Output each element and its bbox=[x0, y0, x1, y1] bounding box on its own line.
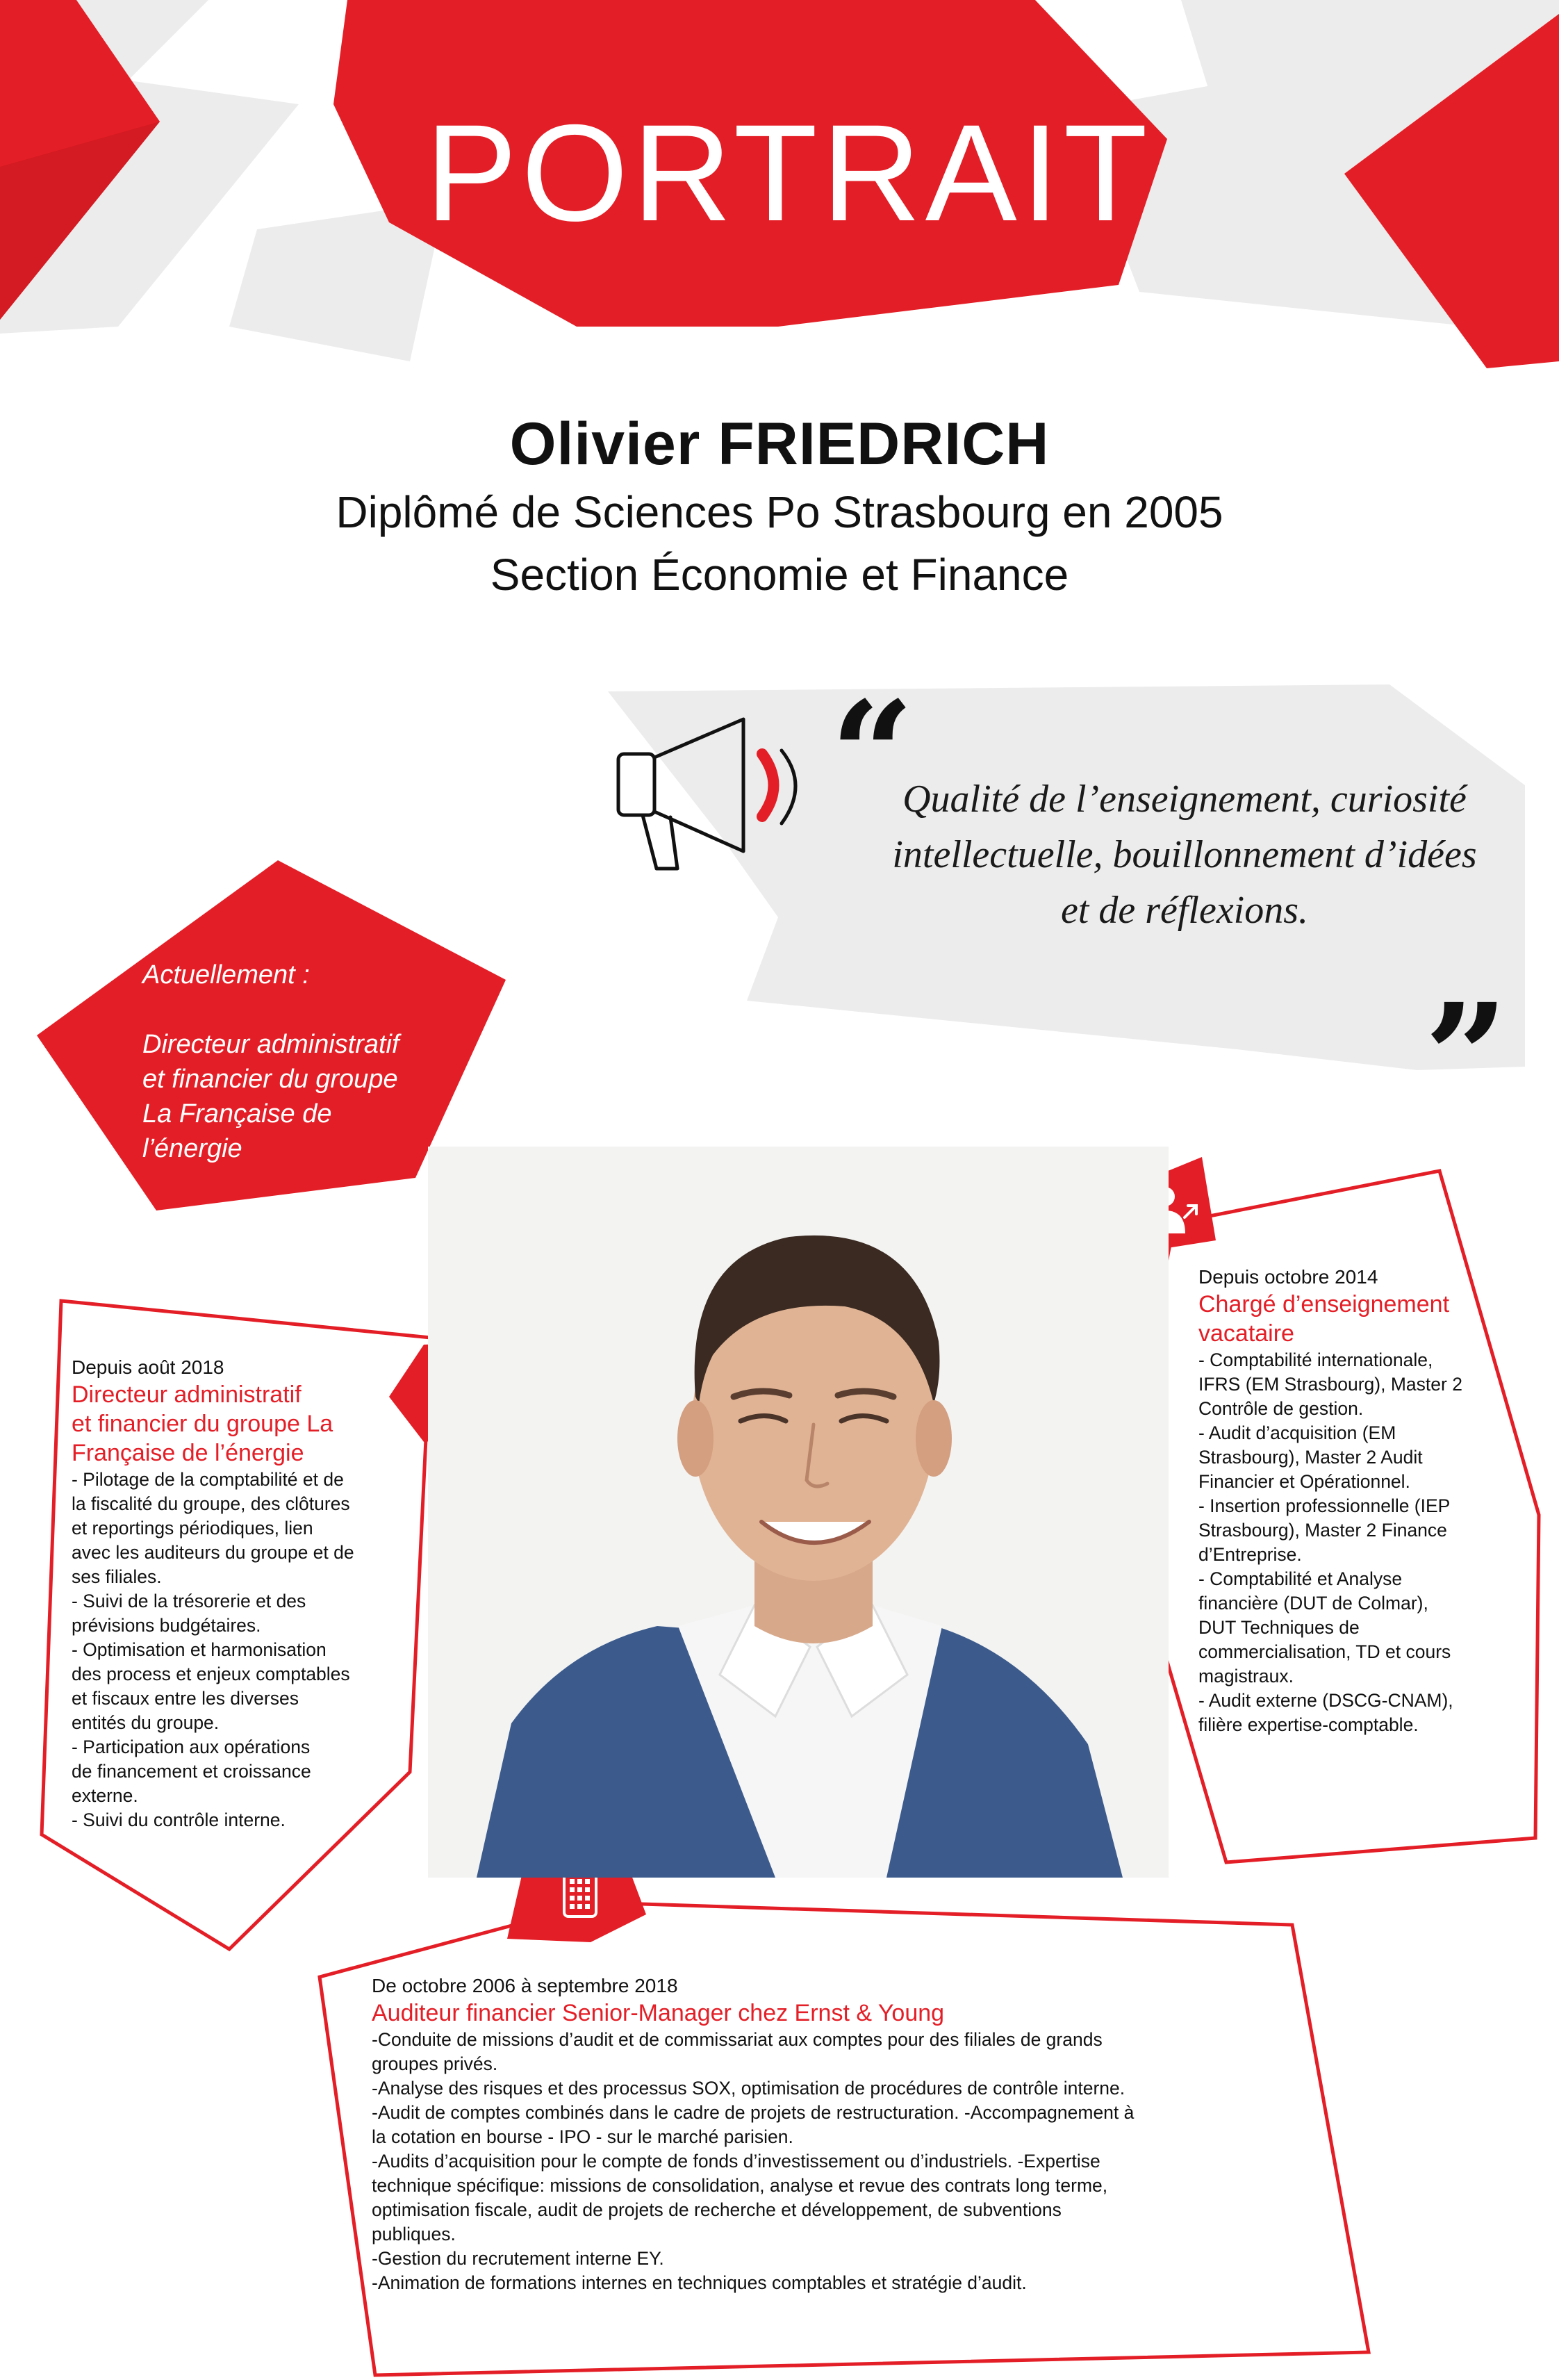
bottom-block-line: publiques. bbox=[372, 2224, 456, 2244]
left-block-line: - Pilotage de la comptabilité et de bbox=[72, 1469, 344, 1490]
right-block-line: DUT Techniques de bbox=[1198, 1617, 1360, 1638]
current-line-1: Directeur administratif bbox=[142, 1030, 399, 1059]
right-block-role-2: vacataire bbox=[1198, 1320, 1294, 1347]
left-block-line: - Suivi du contrôle interne. bbox=[72, 1809, 286, 1830]
quote-line-3: et de réflexions. bbox=[1060, 889, 1309, 932]
quote-line-2: intellectuelle, bouillonnement d’idées bbox=[892, 833, 1477, 876]
bottom-block-date: De octobre 2006 à septembre 2018 bbox=[372, 1975, 678, 1996]
right-block-line: - Comptabilité et Analyse bbox=[1198, 1568, 1403, 1589]
left-block-role-3: Française de l’énergie bbox=[72, 1440, 304, 1466]
right-block-line: IFRS (EM Strasbourg), Master 2 bbox=[1198, 1374, 1462, 1395]
right-experience-block bbox=[1198, 1265, 1525, 1737]
right-block-line: d’Entreprise. bbox=[1198, 1544, 1302, 1565]
current-position bbox=[142, 958, 469, 1166]
left-block-line: - Optimisation et harmonisation bbox=[72, 1639, 327, 1660]
subtitle-line-1: Diplômé de Sciences Po Strasbourg en 2005 bbox=[336, 487, 1223, 537]
bottom-block-line: -Gestion du recrutement interne EY. bbox=[372, 2248, 664, 2269]
portrait-illustration bbox=[428, 1147, 1169, 1878]
right-block-line: magistraux. bbox=[1198, 1666, 1294, 1686]
current-line-4: l’énergie bbox=[142, 1134, 242, 1163]
testimonial-quote bbox=[820, 771, 1549, 938]
portrait-photo bbox=[428, 1147, 1169, 1878]
left-block-line: et reportings périodiques, lien bbox=[72, 1518, 313, 1538]
right-block-line: Contrôle de gestion. bbox=[1198, 1398, 1364, 1419]
left-block-line: des process et enjeux comptables bbox=[72, 1664, 350, 1684]
right-block-line: commercialisation, TD et cours bbox=[1198, 1641, 1451, 1662]
current-line-2: et financier du groupe bbox=[142, 1065, 398, 1094]
bottom-block-line: groupes privés. bbox=[372, 2053, 498, 2074]
left-experience-block bbox=[72, 1355, 419, 1832]
left-block-role-2: et financier du groupe La bbox=[72, 1411, 333, 1437]
bottom-block-line: technique spécifique: missions de consolidation, analyse et revue des contrats long terme, bbox=[372, 2175, 1108, 2196]
bottom-block-line: optimisation fiscale, audit de projets de recherche et développement, de subventions bbox=[372, 2199, 1062, 2220]
left-block-line: et fiscaux entre les diverses bbox=[72, 1688, 299, 1709]
subtitle-line-2: Section Économie et Finance bbox=[490, 550, 1069, 600]
banner-title: PORTRAIT bbox=[425, 96, 1152, 249]
left-block-line: entités du groupe. bbox=[72, 1712, 220, 1733]
current-line-3: La Française de bbox=[142, 1099, 332, 1129]
right-block-line: - Audit externe (DSCG-CNAM), bbox=[1198, 1690, 1453, 1711]
bottom-block-line: -Audits d’acquisition pour le compte de fonds d’investissement ou d’industriels. -Expertise bbox=[372, 2151, 1100, 2172]
right-block-line: Strasbourg), Master 2 Audit bbox=[1198, 1447, 1423, 1468]
right-block-line: - Insertion professionnelle (IEP bbox=[1198, 1495, 1451, 1516]
left-block-line: la fiscalité du groupe, des clôtures bbox=[72, 1493, 350, 1514]
left-block-date: Depuis août 2018 bbox=[72, 1356, 224, 1378]
bottom-block-line: -Audit de comptes combinés dans le cadre de projets de restructuration. -Accompagnement à bbox=[372, 2102, 1135, 2123]
left-block-line: de financement et croissance bbox=[72, 1761, 311, 1782]
right-block-line: financière (DUT de Colmar), bbox=[1198, 1593, 1428, 1614]
bottom-experience-block bbox=[372, 1973, 1275, 2295]
left-block-line: ses filiales. bbox=[72, 1566, 162, 1587]
quote-line-1: Qualité de l’enseignement, curiosité bbox=[902, 778, 1467, 821]
left-block-line: externe. bbox=[72, 1785, 138, 1806]
person-name: Olivier FRIEDRICH bbox=[509, 411, 1050, 477]
left-block-line: avec les auditeurs du groupe et de bbox=[72, 1542, 354, 1563]
quote-close-mark: ” bbox=[1424, 971, 1508, 1143]
bottom-block-line: -Analyse des risques et des processus SOX, optimisation de procédures de contrôle interne. bbox=[372, 2078, 1125, 2099]
bottom-block-line: -Animation de formations internes en techniques comptables et stratégie d’audit. bbox=[372, 2272, 1027, 2293]
bottom-block-role: Auditeur financier Senior-Manager chez Ernst & Young bbox=[372, 2000, 945, 2026]
bottom-block-line: la cotation en bourse - IPO - sur le marché parisien. bbox=[372, 2126, 793, 2147]
left-block-line: - Suivi de la trésorerie et des bbox=[72, 1591, 306, 1611]
right-block-line: - Comptabilité internationale, bbox=[1198, 1349, 1433, 1370]
left-block-line: - Participation aux opérations bbox=[72, 1737, 311, 1757]
bottom-block-line: -Conduite de missions d’audit et de commissariat aux comptes pour des filiales de grands bbox=[372, 2029, 1103, 2050]
right-block-role-1: Chargé d’enseignement bbox=[1198, 1291, 1450, 1318]
right-block-line: - Audit d’acquisition (EM bbox=[1198, 1422, 1396, 1443]
left-block-line: prévisions budgétaires. bbox=[72, 1615, 261, 1636]
quote-open-mark: “ bbox=[830, 669, 914, 841]
right-block-date: Depuis octobre 2014 bbox=[1198, 1266, 1378, 1288]
current-label: Actuellement : bbox=[142, 960, 310, 990]
right-block-line: Financier et Opérationnel. bbox=[1198, 1471, 1410, 1492]
right-block-line: filière expertise-comptable. bbox=[1198, 1714, 1419, 1735]
right-block-line: Strasbourg), Master 2 Finance bbox=[1198, 1520, 1447, 1541]
left-block-role-1: Directeur administratif bbox=[72, 1381, 302, 1408]
